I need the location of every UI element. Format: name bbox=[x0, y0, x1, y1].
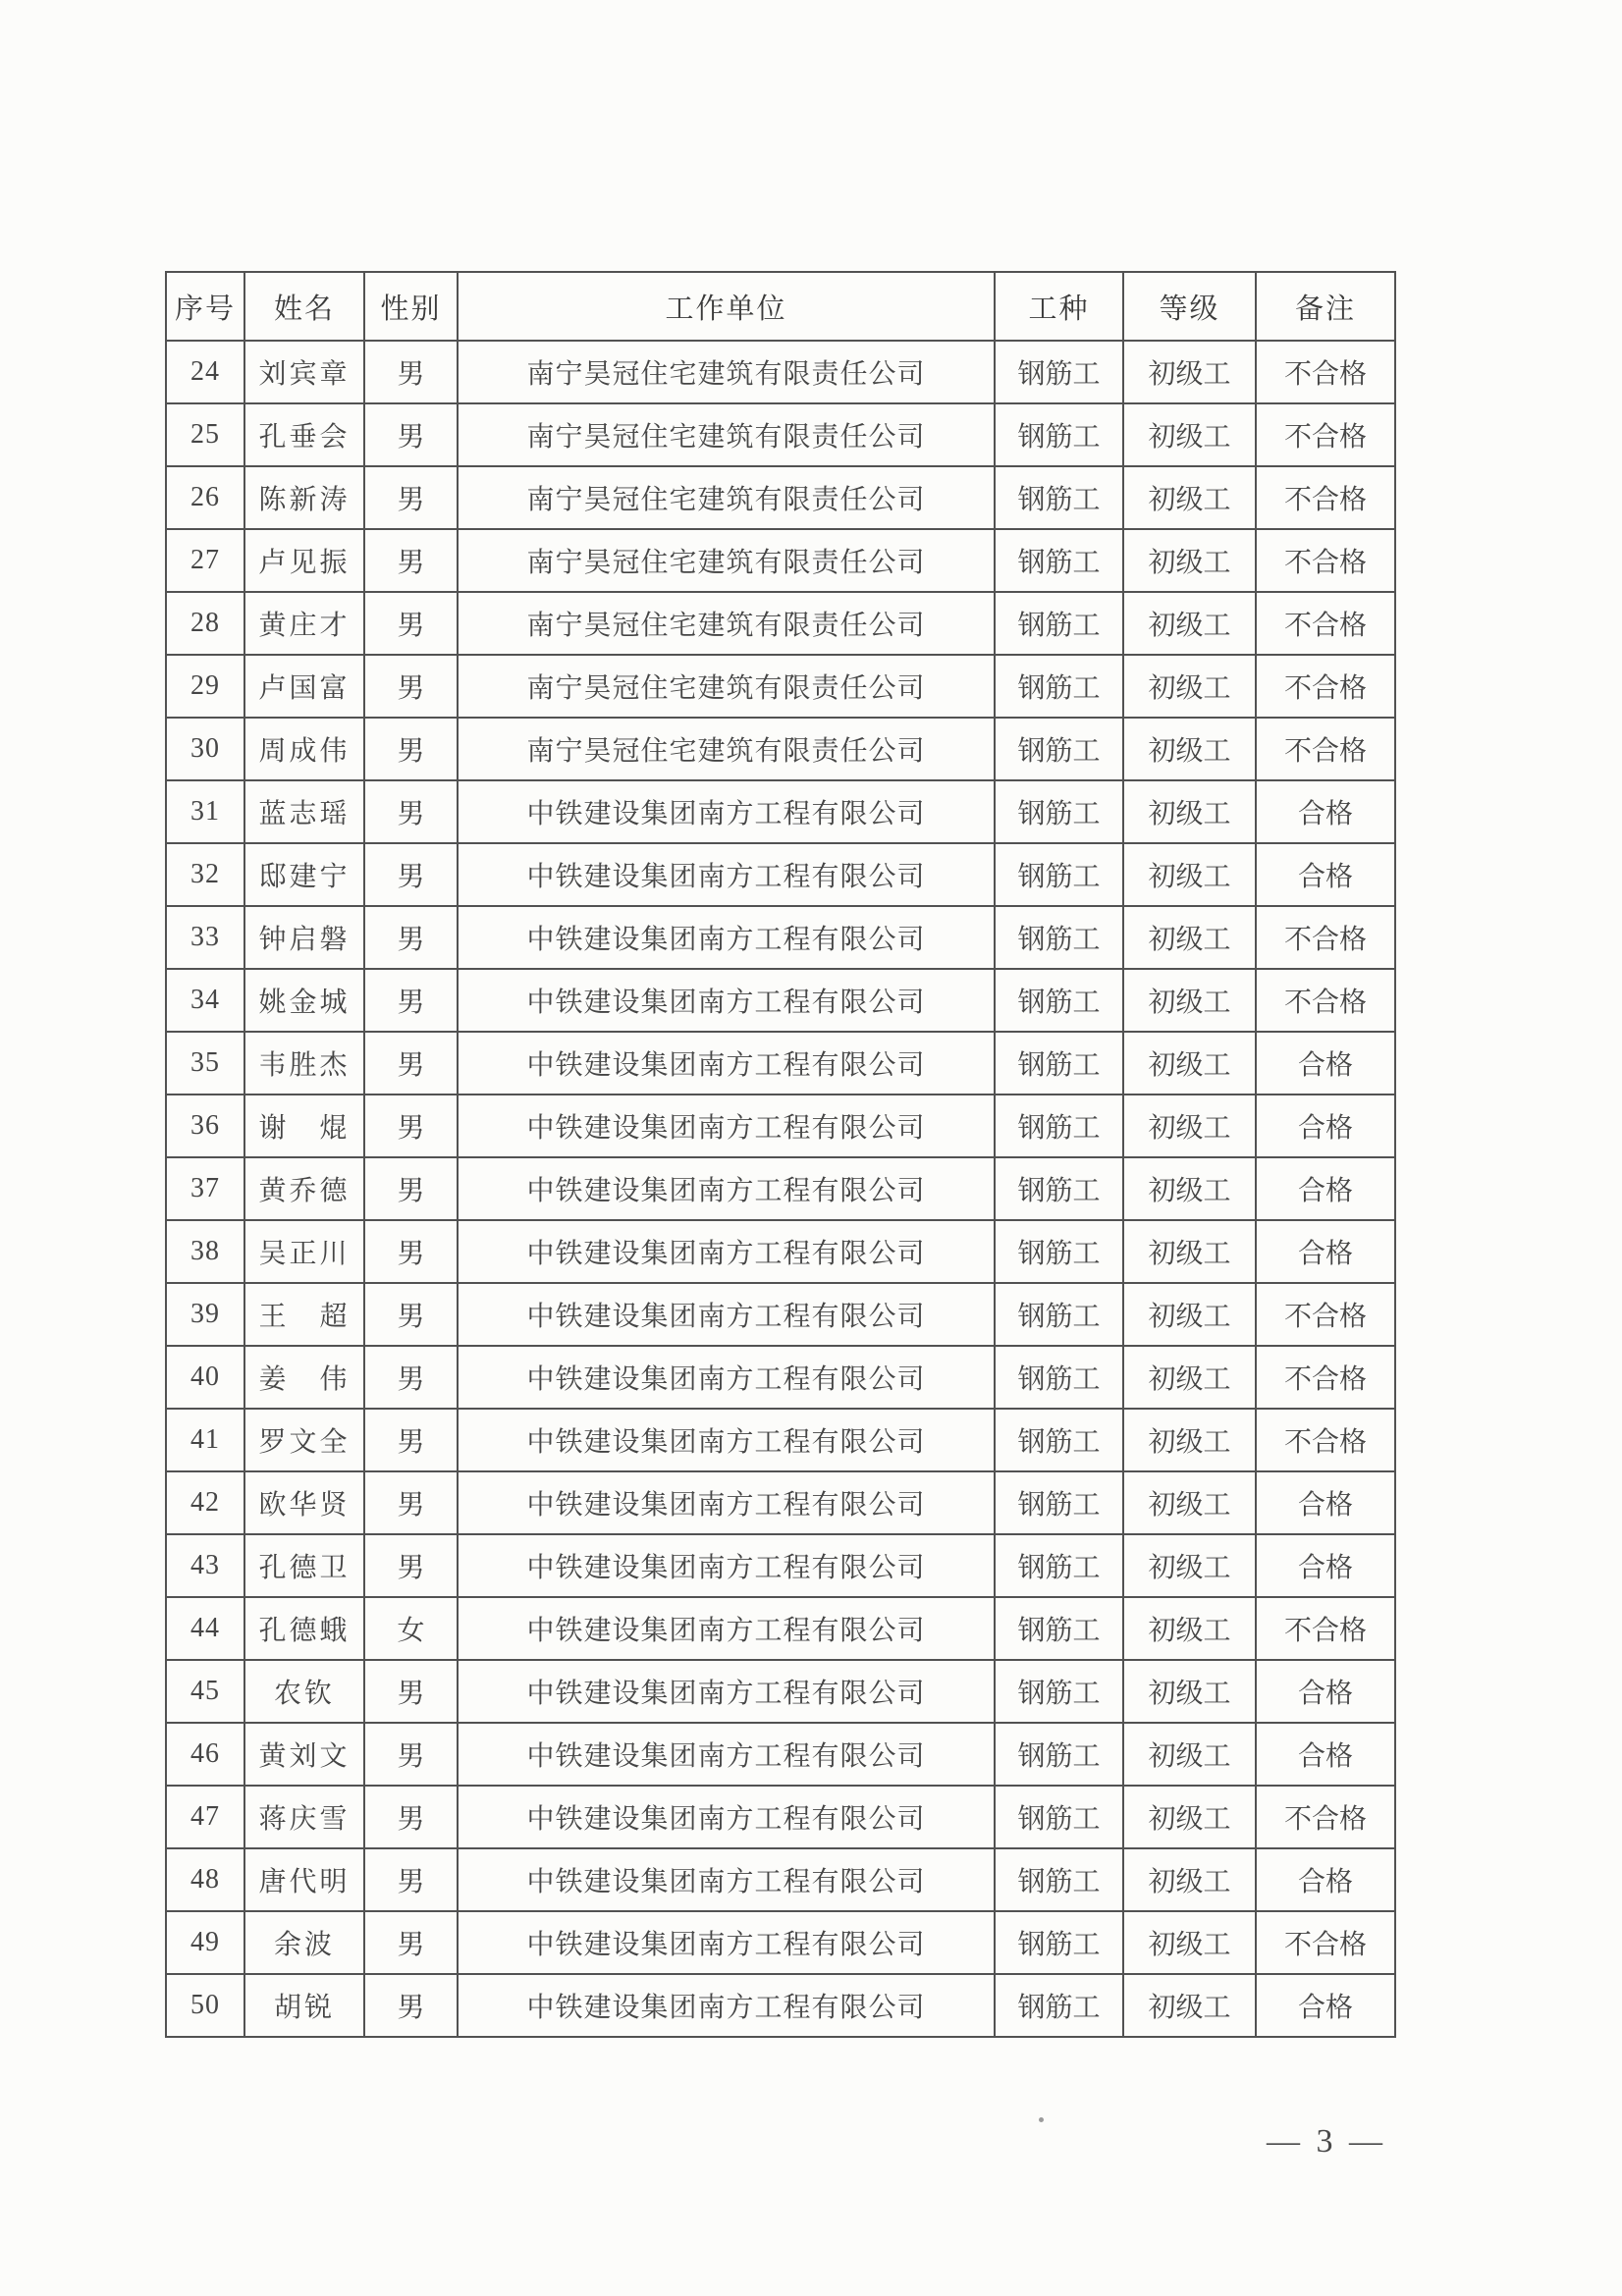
cell-remark: 合格 bbox=[1256, 1220, 1395, 1283]
cell-job-type: 钢筋工 bbox=[995, 1974, 1123, 2037]
cell-work-unit: 中铁建设集团南方工程有限公司 bbox=[458, 906, 995, 969]
table-row bbox=[166, 1911, 1395, 1974]
cell-gender: 男 bbox=[364, 1095, 458, 1157]
cell-work-unit: 中铁建设集团南方工程有限公司 bbox=[458, 1409, 995, 1471]
cell-name: 蓝志瑶 bbox=[244, 780, 364, 843]
cell-job-type: 钢筋工 bbox=[995, 906, 1123, 969]
cell-index: 24 bbox=[166, 341, 244, 403]
table-row bbox=[166, 1220, 1395, 1283]
cell-remark: 不合格 bbox=[1256, 906, 1395, 969]
cell-name: 姚金城 bbox=[244, 969, 364, 1032]
cell-level: 初级工 bbox=[1123, 1660, 1256, 1723]
cell-gender: 男 bbox=[364, 1786, 458, 1848]
cell-gender: 男 bbox=[364, 843, 458, 906]
table-row bbox=[166, 1786, 1395, 1848]
cell-job-type: 钢筋工 bbox=[995, 780, 1123, 843]
cell-name: 罗文全 bbox=[244, 1409, 364, 1471]
cell-index: 45 bbox=[166, 1660, 244, 1723]
table-row bbox=[166, 1974, 1395, 2037]
cell-work-unit: 中铁建设集团南方工程有限公司 bbox=[458, 1283, 995, 1346]
cell-gender: 男 bbox=[364, 403, 458, 466]
cell-job-type: 钢筋工 bbox=[995, 1786, 1123, 1848]
cell-remark: 合格 bbox=[1256, 843, 1395, 906]
cell-name: 姜 伟 bbox=[244, 1346, 364, 1409]
cell-level: 初级工 bbox=[1123, 843, 1256, 906]
column-header-remark: 备注 bbox=[1256, 272, 1395, 341]
table-row bbox=[166, 1283, 1395, 1346]
cell-gender: 男 bbox=[364, 1723, 458, 1786]
cell-level: 初级工 bbox=[1123, 1283, 1256, 1346]
cell-remark: 不合格 bbox=[1256, 1786, 1395, 1848]
cell-index: 36 bbox=[166, 1095, 244, 1157]
cell-job-type: 钢筋工 bbox=[995, 1157, 1123, 1220]
cell-job-type: 钢筋工 bbox=[995, 1283, 1123, 1346]
table-row bbox=[166, 1346, 1395, 1409]
roster-table-container bbox=[165, 271, 1394, 2038]
cell-job-type: 钢筋工 bbox=[995, 1911, 1123, 1974]
cell-name: 刘宾章 bbox=[244, 341, 364, 403]
cell-level: 初级工 bbox=[1123, 906, 1256, 969]
cell-job-type: 钢筋工 bbox=[995, 1346, 1123, 1409]
roster-table bbox=[165, 271, 1396, 2038]
table-header-row bbox=[166, 272, 1395, 341]
cell-index: 48 bbox=[166, 1848, 244, 1911]
column-header-level: 等级 bbox=[1123, 272, 1256, 341]
cell-job-type: 钢筋工 bbox=[995, 718, 1123, 780]
cell-level: 初级工 bbox=[1123, 1597, 1256, 1660]
cell-remark: 合格 bbox=[1256, 1471, 1395, 1534]
cell-remark: 合格 bbox=[1256, 1660, 1395, 1723]
table-row bbox=[166, 403, 1395, 466]
cell-level: 初级工 bbox=[1123, 1220, 1256, 1283]
cell-gender: 男 bbox=[364, 1471, 458, 1534]
cell-gender: 男 bbox=[364, 529, 458, 592]
cell-level: 初级工 bbox=[1123, 466, 1256, 529]
cell-work-unit: 中铁建设集团南方工程有限公司 bbox=[458, 1220, 995, 1283]
cell-index: 28 bbox=[166, 592, 244, 655]
cell-job-type: 钢筋工 bbox=[995, 969, 1123, 1032]
cell-remark: 不合格 bbox=[1256, 718, 1395, 780]
cell-work-unit: 中铁建设集团南方工程有限公司 bbox=[458, 843, 995, 906]
cell-gender: 男 bbox=[364, 1911, 458, 1974]
cell-remark: 不合格 bbox=[1256, 1409, 1395, 1471]
table-row bbox=[166, 1660, 1395, 1723]
cell-level: 初级工 bbox=[1123, 341, 1256, 403]
table-row bbox=[166, 1409, 1395, 1471]
cell-remark: 不合格 bbox=[1256, 1597, 1395, 1660]
cell-level: 初级工 bbox=[1123, 592, 1256, 655]
scan-artifact-dot bbox=[1039, 2117, 1044, 2122]
cell-remark: 合格 bbox=[1256, 1848, 1395, 1911]
cell-job-type: 钢筋工 bbox=[995, 403, 1123, 466]
cell-job-type: 钢筋工 bbox=[995, 1534, 1123, 1597]
cell-gender: 男 bbox=[364, 718, 458, 780]
cell-index: 38 bbox=[166, 1220, 244, 1283]
cell-job-type: 钢筋工 bbox=[995, 1848, 1123, 1911]
cell-remark: 合格 bbox=[1256, 1723, 1395, 1786]
table-row bbox=[166, 1095, 1395, 1157]
column-header-gender: 性别 bbox=[364, 272, 458, 341]
cell-work-unit: 中铁建设集团南方工程有限公司 bbox=[458, 1471, 995, 1534]
cell-work-unit: 南宁昊冠住宅建筑有限责任公司 bbox=[458, 655, 995, 718]
cell-level: 初级工 bbox=[1123, 780, 1256, 843]
column-header-work-unit: 工作单位 bbox=[458, 272, 995, 341]
table-row bbox=[166, 592, 1395, 655]
cell-index: 26 bbox=[166, 466, 244, 529]
cell-index: 25 bbox=[166, 403, 244, 466]
cell-work-unit: 中铁建设集团南方工程有限公司 bbox=[458, 1723, 995, 1786]
cell-work-unit: 中铁建设集团南方工程有限公司 bbox=[458, 1157, 995, 1220]
cell-job-type: 钢筋工 bbox=[995, 466, 1123, 529]
cell-level: 初级工 bbox=[1123, 529, 1256, 592]
cell-index: 29 bbox=[166, 655, 244, 718]
table-row bbox=[166, 1157, 1395, 1220]
cell-work-unit: 中铁建设集团南方工程有限公司 bbox=[458, 1911, 995, 1974]
cell-level: 初级工 bbox=[1123, 1974, 1256, 2037]
cell-work-unit: 南宁昊冠住宅建筑有限责任公司 bbox=[458, 403, 995, 466]
cell-level: 初级工 bbox=[1123, 1032, 1256, 1095]
cell-index: 33 bbox=[166, 906, 244, 969]
cell-name: 唐代明 bbox=[244, 1848, 364, 1911]
table-row bbox=[166, 1848, 1395, 1911]
cell-remark: 合格 bbox=[1256, 1157, 1395, 1220]
cell-name: 胡锐 bbox=[244, 1974, 364, 2037]
cell-gender: 男 bbox=[364, 1409, 458, 1471]
cell-job-type: 钢筋工 bbox=[995, 843, 1123, 906]
cell-level: 初级工 bbox=[1123, 1911, 1256, 1974]
cell-name: 孔德蛾 bbox=[244, 1597, 364, 1660]
cell-gender: 男 bbox=[364, 1032, 458, 1095]
cell-job-type: 钢筋工 bbox=[995, 1471, 1123, 1534]
cell-gender: 男 bbox=[364, 655, 458, 718]
cell-name: 黄庄才 bbox=[244, 592, 364, 655]
table-row bbox=[166, 1032, 1395, 1095]
cell-job-type: 钢筋工 bbox=[995, 1723, 1123, 1786]
cell-work-unit: 中铁建设集团南方工程有限公司 bbox=[458, 1095, 995, 1157]
cell-remark: 合格 bbox=[1256, 1534, 1395, 1597]
cell-gender: 男 bbox=[364, 466, 458, 529]
cell-work-unit: 南宁昊冠住宅建筑有限责任公司 bbox=[458, 529, 995, 592]
cell-job-type: 钢筋工 bbox=[995, 341, 1123, 403]
cell-index: 46 bbox=[166, 1723, 244, 1786]
cell-gender: 女 bbox=[364, 1597, 458, 1660]
cell-level: 初级工 bbox=[1123, 1471, 1256, 1534]
cell-name: 钟启磐 bbox=[244, 906, 364, 969]
cell-work-unit: 中铁建设集团南方工程有限公司 bbox=[458, 1346, 995, 1409]
cell-gender: 男 bbox=[364, 1974, 458, 2037]
cell-index: 30 bbox=[166, 718, 244, 780]
table-row bbox=[166, 718, 1395, 780]
cell-level: 初级工 bbox=[1123, 1157, 1256, 1220]
cell-index: 31 bbox=[166, 780, 244, 843]
table-row bbox=[166, 466, 1395, 529]
cell-job-type: 钢筋工 bbox=[995, 655, 1123, 718]
cell-name: 卢见振 bbox=[244, 529, 364, 592]
cell-gender: 男 bbox=[364, 592, 458, 655]
cell-gender: 男 bbox=[364, 1534, 458, 1597]
cell-level: 初级工 bbox=[1123, 1723, 1256, 1786]
cell-level: 初级工 bbox=[1123, 1095, 1256, 1157]
cell-gender: 男 bbox=[364, 1660, 458, 1723]
cell-job-type: 钢筋工 bbox=[995, 1032, 1123, 1095]
cell-remark: 不合格 bbox=[1256, 1283, 1395, 1346]
cell-level: 初级工 bbox=[1123, 655, 1256, 718]
table-row bbox=[166, 1471, 1395, 1534]
cell-gender: 男 bbox=[364, 1220, 458, 1283]
cell-gender: 男 bbox=[364, 1848, 458, 1911]
cell-level: 初级工 bbox=[1123, 718, 1256, 780]
cell-name: 孔德卫 bbox=[244, 1534, 364, 1597]
table-row bbox=[166, 1597, 1395, 1660]
cell-name: 陈新涛 bbox=[244, 466, 364, 529]
cell-work-unit: 中铁建设集团南方工程有限公司 bbox=[458, 780, 995, 843]
table-row bbox=[166, 1723, 1395, 1786]
table-row bbox=[166, 655, 1395, 718]
table-row bbox=[166, 843, 1395, 906]
cell-name: 黄刘文 bbox=[244, 1723, 364, 1786]
cell-remark: 合格 bbox=[1256, 1974, 1395, 2037]
cell-name: 余波 bbox=[244, 1911, 364, 1974]
cell-remark: 不合格 bbox=[1256, 466, 1395, 529]
table-row bbox=[166, 906, 1395, 969]
cell-name: 孔垂会 bbox=[244, 403, 364, 466]
cell-index: 34 bbox=[166, 969, 244, 1032]
cell-gender: 男 bbox=[364, 341, 458, 403]
cell-gender: 男 bbox=[364, 969, 458, 1032]
cell-job-type: 钢筋工 bbox=[995, 592, 1123, 655]
cell-index: 47 bbox=[166, 1786, 244, 1848]
cell-remark: 不合格 bbox=[1256, 969, 1395, 1032]
table-row bbox=[166, 780, 1395, 843]
cell-job-type: 钢筋工 bbox=[995, 1095, 1123, 1157]
cell-index: 27 bbox=[166, 529, 244, 592]
cell-gender: 男 bbox=[364, 906, 458, 969]
cell-work-unit: 中铁建设集团南方工程有限公司 bbox=[458, 1660, 995, 1723]
cell-remark: 不合格 bbox=[1256, 1346, 1395, 1409]
cell-name: 卢国富 bbox=[244, 655, 364, 718]
cell-work-unit: 南宁昊冠住宅建筑有限责任公司 bbox=[458, 718, 995, 780]
cell-work-unit: 中铁建设集团南方工程有限公司 bbox=[458, 1597, 995, 1660]
cell-work-unit: 中铁建设集团南方工程有限公司 bbox=[458, 1974, 995, 2037]
cell-index: 44 bbox=[166, 1597, 244, 1660]
cell-level: 初级工 bbox=[1123, 1786, 1256, 1848]
cell-level: 初级工 bbox=[1123, 969, 1256, 1032]
cell-index: 37 bbox=[166, 1157, 244, 1220]
cell-index: 40 bbox=[166, 1346, 244, 1409]
cell-name: 农钦 bbox=[244, 1660, 364, 1723]
cell-level: 初级工 bbox=[1123, 1346, 1256, 1409]
table-row bbox=[166, 341, 1395, 403]
cell-name: 周成伟 bbox=[244, 718, 364, 780]
cell-remark: 不合格 bbox=[1256, 529, 1395, 592]
cell-index: 42 bbox=[166, 1471, 244, 1534]
cell-gender: 男 bbox=[364, 1283, 458, 1346]
cell-work-unit: 中铁建设集团南方工程有限公司 bbox=[458, 1786, 995, 1848]
cell-job-type: 钢筋工 bbox=[995, 1660, 1123, 1723]
cell-level: 初级工 bbox=[1123, 1409, 1256, 1471]
cell-name: 谢 焜 bbox=[244, 1095, 364, 1157]
cell-level: 初级工 bbox=[1123, 1534, 1256, 1597]
cell-name: 欧华贤 bbox=[244, 1471, 364, 1534]
cell-name: 蒋庆雪 bbox=[244, 1786, 364, 1848]
cell-work-unit: 南宁昊冠住宅建筑有限责任公司 bbox=[458, 466, 995, 529]
table-row bbox=[166, 529, 1395, 592]
cell-index: 41 bbox=[166, 1409, 244, 1471]
cell-level: 初级工 bbox=[1123, 1848, 1256, 1911]
cell-remark: 不合格 bbox=[1256, 592, 1395, 655]
cell-name: 邸建宁 bbox=[244, 843, 364, 906]
cell-work-unit: 南宁昊冠住宅建筑有限责任公司 bbox=[458, 341, 995, 403]
cell-remark: 不合格 bbox=[1256, 655, 1395, 718]
cell-job-type: 钢筋工 bbox=[995, 1597, 1123, 1660]
cell-index: 39 bbox=[166, 1283, 244, 1346]
cell-index: 35 bbox=[166, 1032, 244, 1095]
cell-gender: 男 bbox=[364, 1346, 458, 1409]
table-row bbox=[166, 969, 1395, 1032]
cell-job-type: 钢筋工 bbox=[995, 529, 1123, 592]
cell-work-unit: 南宁昊冠住宅建筑有限责任公司 bbox=[458, 592, 995, 655]
cell-remark: 不合格 bbox=[1256, 403, 1395, 466]
cell-remark: 不合格 bbox=[1256, 341, 1395, 403]
cell-index: 43 bbox=[166, 1534, 244, 1597]
cell-work-unit: 中铁建设集团南方工程有限公司 bbox=[458, 1848, 995, 1911]
cell-index: 49 bbox=[166, 1911, 244, 1974]
cell-name: 韦胜杰 bbox=[244, 1032, 364, 1095]
cell-remark: 合格 bbox=[1256, 1095, 1395, 1157]
column-header-index: 序号 bbox=[166, 272, 244, 341]
column-header-name: 姓名 bbox=[244, 272, 364, 341]
page-number: — 3 — bbox=[1267, 2123, 1386, 2160]
cell-remark: 不合格 bbox=[1256, 1911, 1395, 1974]
cell-work-unit: 中铁建设集团南方工程有限公司 bbox=[458, 1032, 995, 1095]
cell-name: 黄乔德 bbox=[244, 1157, 364, 1220]
cell-remark: 合格 bbox=[1256, 1032, 1395, 1095]
cell-job-type: 钢筋工 bbox=[995, 1409, 1123, 1471]
cell-name: 吴正川 bbox=[244, 1220, 364, 1283]
cell-job-type: 钢筋工 bbox=[995, 1220, 1123, 1283]
cell-work-unit: 中铁建设集团南方工程有限公司 bbox=[458, 1534, 995, 1597]
column-header-job-type: 工种 bbox=[995, 272, 1123, 341]
cell-remark: 合格 bbox=[1256, 780, 1395, 843]
table-row bbox=[166, 1534, 1395, 1597]
cell-gender: 男 bbox=[364, 1157, 458, 1220]
cell-gender: 男 bbox=[364, 780, 458, 843]
cell-level: 初级工 bbox=[1123, 403, 1256, 466]
cell-index: 32 bbox=[166, 843, 244, 906]
cell-work-unit: 中铁建设集团南方工程有限公司 bbox=[458, 969, 995, 1032]
cell-index: 50 bbox=[166, 1974, 244, 2037]
cell-name: 王 超 bbox=[244, 1283, 364, 1346]
